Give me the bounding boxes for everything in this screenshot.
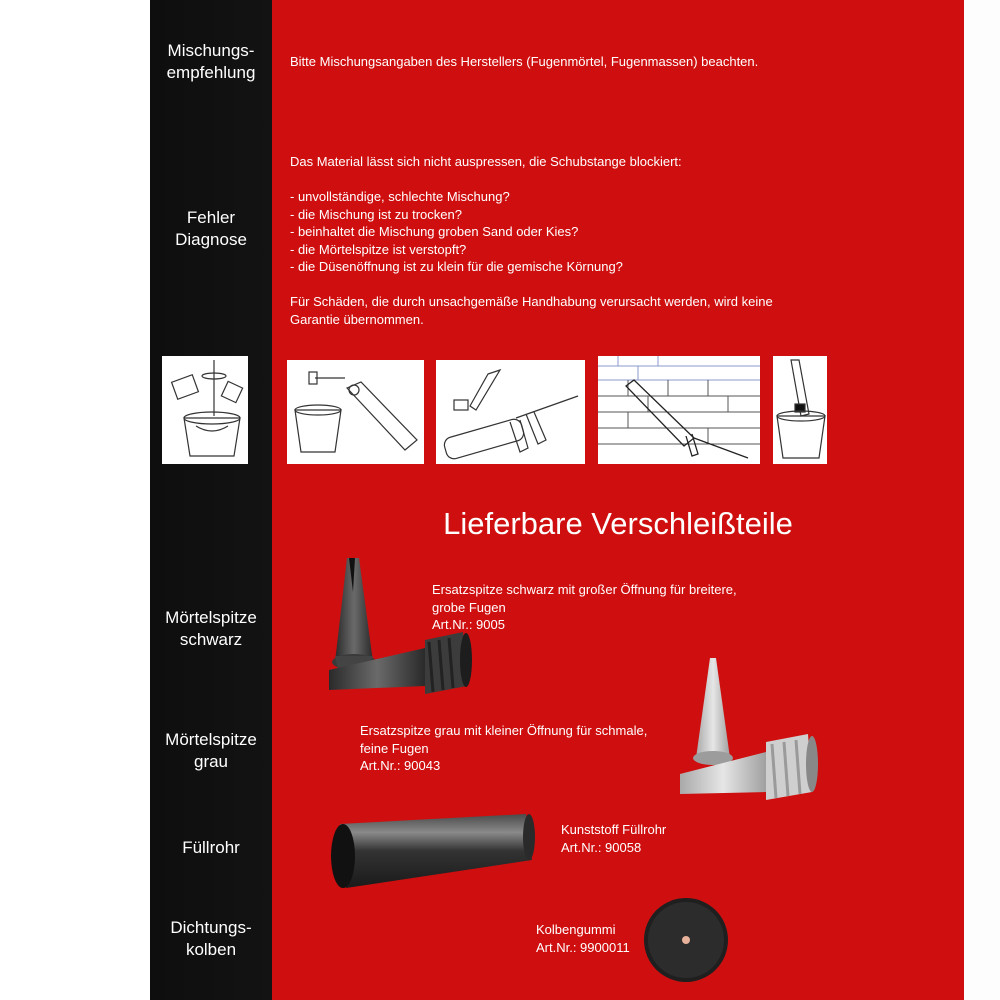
piston-rubber-image bbox=[643, 897, 729, 983]
diagnose-intro: Das Material lässt sich nicht auspressen, die Schubstange blockiert: bbox=[290, 154, 682, 169]
sidebar-label-mischung bbox=[150, 40, 272, 84]
page-margin bbox=[964, 0, 1000, 1000]
fill-tube-image bbox=[326, 812, 540, 892]
part-line: grobe Fugen bbox=[432, 599, 506, 615]
sidebar-label-line: Fehler bbox=[186, 208, 236, 227]
grey-nozzle-image bbox=[678, 654, 828, 804]
fill-tube-text bbox=[561, 821, 666, 856]
piston-rubber-text bbox=[536, 921, 630, 956]
sidebar-label-line: kolben bbox=[185, 940, 237, 959]
warranty-line: Für Schäden, die durch unsachgemäße Handhabung verursacht werden, wird keine bbox=[290, 294, 773, 309]
loaded-gun-illustration bbox=[436, 360, 585, 464]
diagnose-item: - unvollständige, schlechte Mischung? bbox=[290, 189, 510, 204]
part-line: feine Fugen bbox=[360, 740, 429, 756]
wall-application-illustration bbox=[598, 356, 760, 464]
sidebar-label-line: schwarz bbox=[179, 630, 243, 649]
warranty-text bbox=[290, 293, 773, 328]
part-article-number: Art.Nr.: 90043 bbox=[360, 758, 441, 773]
sidebar-label-fehler bbox=[150, 207, 272, 251]
diagnose-item: - die Mörtelspitze ist verstopft? bbox=[290, 241, 467, 257]
sidebar-label-line: Mischungs- bbox=[167, 41, 255, 60]
sidebar-label-line: Dichtungs- bbox=[170, 918, 252, 937]
part-line: Ersatzspitze grau mit kleiner Öffnung für schmale, bbox=[360, 723, 648, 738]
sidebar-label-schwarz bbox=[150, 607, 272, 651]
diagnose-item: - die Mischung ist zu trocken? bbox=[290, 206, 462, 222]
sidebar-label-line: Mörtelspitze bbox=[165, 608, 257, 627]
sidebar-label-line: Mörtelspitze bbox=[165, 730, 257, 749]
part-article-number: Art.Nr.: 90058 bbox=[561, 839, 642, 855]
part-line: Kolbengummi bbox=[536, 922, 616, 937]
sidebar-label-grau bbox=[150, 729, 272, 773]
section-heading: Lieferbare Verschleißteile bbox=[443, 506, 793, 541]
black-nozzle-text bbox=[432, 581, 737, 634]
part-line: Kunststoff Füllrohr bbox=[561, 822, 667, 837]
sidebar-label-kolben bbox=[150, 917, 272, 961]
diagnose-item: - die Düsenöffnung ist zu klein für die gemische Körnung? bbox=[290, 259, 623, 274]
part-article-number: Art.Nr.: 9005 bbox=[432, 617, 505, 632]
sidebar-label-fuellrohr bbox=[150, 837, 272, 859]
grey-nozzle-text bbox=[360, 722, 647, 775]
warranty-line: Garantie übernommen. bbox=[290, 311, 424, 327]
sidebar-label-line: empfehlung bbox=[166, 63, 256, 82]
part-line: Ersatzspitze schwarz mit großer Öffnung für breitere, bbox=[432, 582, 737, 597]
sidebar-label-line: grau bbox=[193, 752, 229, 771]
sidebar-label-line: Füllrohr bbox=[182, 838, 240, 857]
sidebar-label-line: Diagnose bbox=[175, 230, 247, 249]
diagnose-item: - beinhaltet die Mischung groben Sand oder Kies? bbox=[290, 224, 579, 239]
mixing-bucket-illustration bbox=[162, 356, 248, 464]
diagnose-list bbox=[290, 188, 623, 276]
cleaning-bucket-illustration bbox=[773, 356, 827, 464]
filling-gun-illustration bbox=[287, 360, 424, 464]
part-article-number: Art.Nr.: 9900011 bbox=[536, 939, 630, 955]
mischung-text: Bitte Mischungsangaben des Herstellers (Fugenmörtel, Fugenmassen) beachten. bbox=[290, 54, 759, 69]
